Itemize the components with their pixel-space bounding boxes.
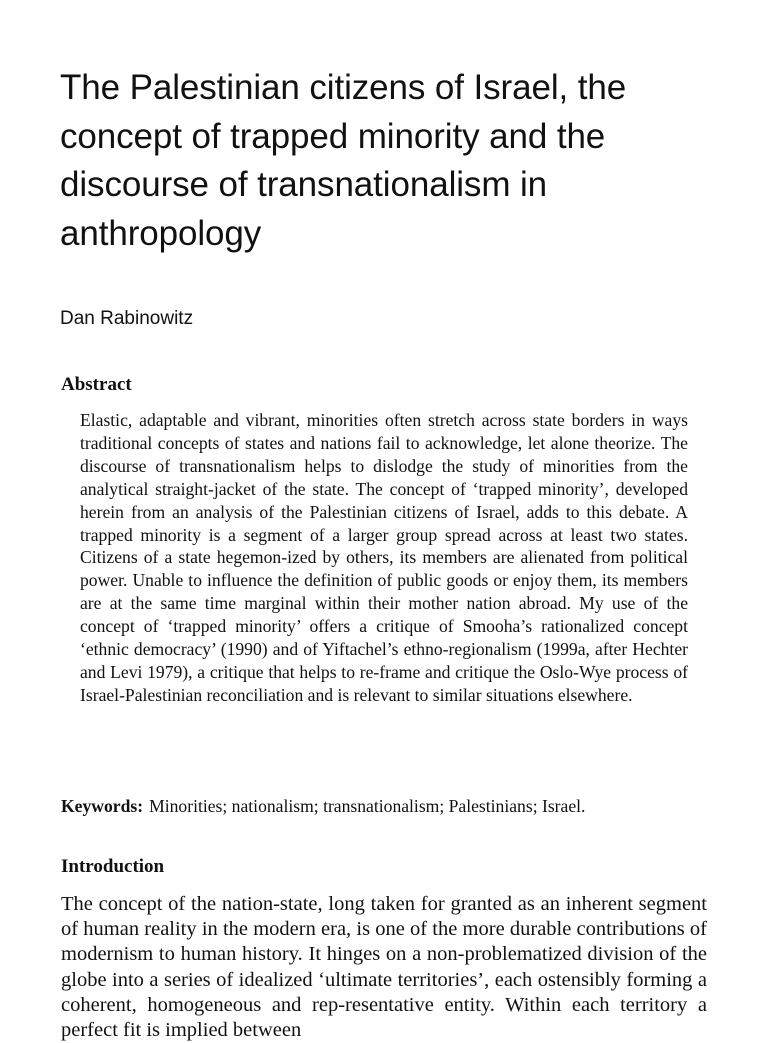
keywords-text: Minorities; nationalism; transnationalism; Palestinians; Israel. xyxy=(149,796,586,816)
abstract-heading: Abstract xyxy=(61,374,132,395)
abstract-body: Elastic, adaptable and vibrant, minorities often stretch across state borders in ways traditional concepts of states and nations fail to acknowledge, let alone theorize. The discourse of transnationalism helps to dislodge the study of minorities from the analytical straight-jacket of the state. The concept of ‘trapped minority’, developed herein from an analysis of the Palestinian citizens of Israel, adds to this debate. A trapped minority is a segment of a larger group spread across at least two states. Citizens of a state hegemon-ized by others, its members are alienated from political power. Unable to influence the definition of public goods or enjoy them, its members are at the same time marginal within their mother nation abroad. My use of the concept of ‘trapped minority’ offers a critique of Smooha’s rationalized concept ‘ethnic democracy’ (1990) and of Yiftachel’s ethno-regionalism (1999a, after Hechter and Levi 1979), a critique that helps to re-frame and critique the Oslo-Wye process of Israel-Palestinian reconciliation and is relevant to similar situations elsewhere. xyxy=(80,410,688,705)
keywords-label: Keywords: xyxy=(61,796,144,816)
introduction-body: The concept of the nation-state, long taken for granted as an inherent segment of human reality in the modern era, is one of the more durable contributions of modernism to human history. It hinges on a non-problematized division of the globe into a series of idealized ‘ultimate territories’, each ostensibly forming a coherent, homogeneous and rep-resentative entity. Within each territory a perfect fit is implied between xyxy=(61,893,707,1042)
introduction-heading: Introduction xyxy=(61,856,165,877)
article-title: The Palestinian citizens of Israel, the concept of trapped minority and the discourse of transnationalism in anthropology xyxy=(60,68,627,253)
keywords-line xyxy=(61,795,741,817)
author-name: Dan Rabinowitz xyxy=(60,308,194,329)
